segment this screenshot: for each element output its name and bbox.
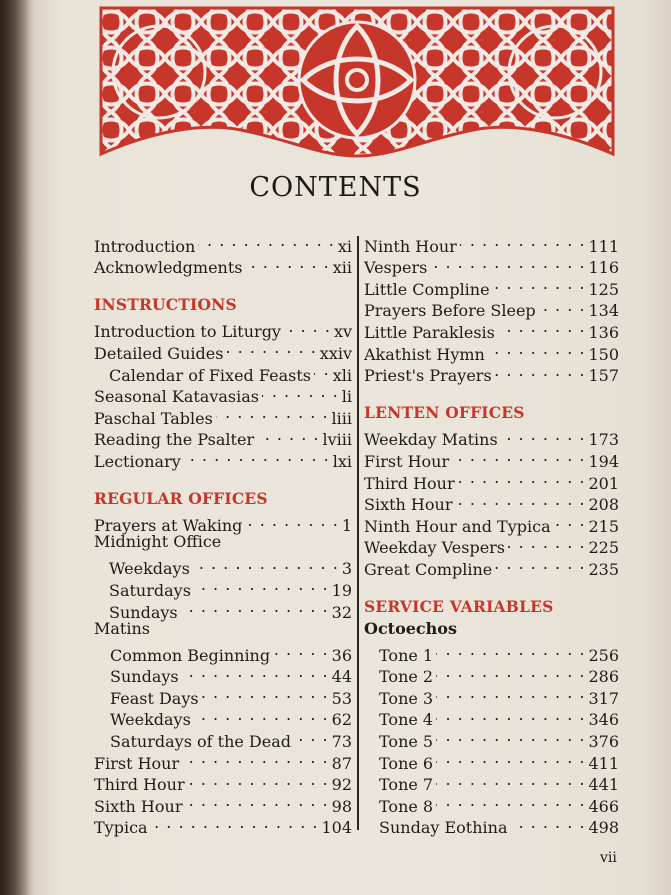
toc-entry[interactable]: Akathist Hymn . . . 150: [364, 338, 619, 360]
toc-entry[interactable]: Lectionary . . . lxi: [94, 445, 352, 467]
toc-entry[interactable]: Priest's Prayers . . . 157: [364, 360, 619, 382]
toc-entry[interactable]: Introduction to Liturgy . . . xv: [94, 316, 352, 338]
toc-entry[interactable]: Tone 2 . . . 286: [364, 661, 619, 683]
section-heading-instructions: INSTRUCTIONS: [94, 295, 237, 315]
toc-entry[interactable]: Tone 8 . . . 466: [364, 790, 619, 812]
toc-entry[interactable]: Reading the Psalter . . . lviii: [94, 424, 352, 446]
toc-entry[interactable]: Sundays . . . 32: [94, 596, 352, 618]
toc-entry[interactable]: Sixth Hour . . . 208: [364, 489, 619, 511]
toc-entry[interactable]: Tone 4 . . . 346: [364, 704, 619, 726]
toc-entry[interactable]: Introduction . . . xi: [94, 230, 352, 252]
column-divider: [357, 236, 359, 830]
toc-entry[interactable]: Feast Days . . . 53: [94, 682, 352, 704]
toc-entry[interactable]: Tone 7 . . . 441: [364, 769, 619, 791]
toc-entry[interactable]: Seasonal Katavasias . . . li: [94, 381, 352, 403]
toc-entry[interactable]: Prayers Before Sleep . . . 134: [364, 295, 619, 317]
section-heading-lenten-offices: LENTEN OFFICES: [364, 403, 525, 423]
toc-entry[interactable]: First Hour . . . 87: [94, 747, 352, 769]
toc-entry[interactable]: Sixth Hour . . . 98: [94, 790, 352, 812]
binding-shadow: [0, 0, 34, 895]
toc-entry[interactable]: Sundays . . . 44: [94, 661, 352, 683]
toc-entry[interactable]: First Hour . . . 194: [364, 445, 619, 467]
left-column: [94, 230, 352, 838]
toc-entry[interactable]: Sunday Eothina . . . 498: [364, 812, 619, 834]
toc-entry[interactable]: Vespers . . . 116: [364, 252, 619, 274]
toc-entry[interactable]: Tone 1 . . . 256: [364, 639, 619, 661]
toc-entry[interactable]: Weekdays . . . 3: [94, 553, 352, 575]
toc-entry[interactable]: Ninth Hour . . . 111: [364, 230, 619, 252]
subsection-octoechos: Octoechos: [364, 618, 457, 638]
section-heading-regular-offices: REGULAR OFFICES: [94, 488, 268, 508]
toc-entry[interactable]: Common Beginning . . . 36: [94, 639, 352, 661]
toc-entry[interactable]: Little Compline . . . 125: [364, 273, 619, 295]
toc-entry[interactable]: Prayers at Waking . . . 1: [94, 510, 352, 532]
section-heading-service-variables: SERVICE VARIABLES: [364, 596, 554, 616]
right-column: [364, 230, 619, 838]
toc-entry[interactable]: Weekday Vespers . . . 225: [364, 532, 619, 554]
toc-entry[interactable]: Tone 6 . . . 411: [364, 747, 619, 769]
toc-entry[interactable]: Weekday Matins . . . 173: [364, 424, 619, 446]
toc-entry[interactable]: Great Compline . . . 235: [364, 553, 619, 575]
toc-entry[interactable]: Detailed Guides . . . xxiv: [94, 337, 352, 359]
toc-entry[interactable]: Acknowledgments . . . xii: [94, 252, 352, 274]
toc-entry[interactable]: Little Paraklesis . . . 136: [364, 316, 619, 338]
page-title: CONTENTS: [249, 172, 422, 203]
subsection-midnight-office: Midnight Office: [94, 532, 222, 552]
toc-entry[interactable]: Weekdays . . . 62: [94, 704, 352, 726]
subsection-matins: Matins: [94, 618, 150, 638]
toc-entry[interactable]: Saturdays . . . 19: [94, 574, 352, 596]
toc-entry[interactable]: Tone 3 . . . 317: [364, 682, 619, 704]
toc-entry[interactable]: Ninth Hour and Typica . . . 215: [364, 510, 619, 532]
toc-entry[interactable]: Tone 5 . . . 376: [364, 725, 619, 747]
toc-entry[interactable]: Calendar of Fixed Feasts . . . xli: [94, 359, 352, 381]
toc-entry[interactable]: Typica . . . 104: [94, 812, 352, 834]
toc-entry[interactable]: Third Hour . . . 92: [94, 769, 352, 791]
toc-entry[interactable]: Saturdays of the Dead . . . 73: [94, 725, 352, 747]
toc-entry[interactable]: Third Hour . . . 201: [364, 467, 619, 489]
toc-entry[interactable]: Paschal Tables . . . liii: [94, 402, 352, 424]
page-number: vii: [600, 850, 617, 866]
celtic-knot-banner: [93, 4, 621, 162]
